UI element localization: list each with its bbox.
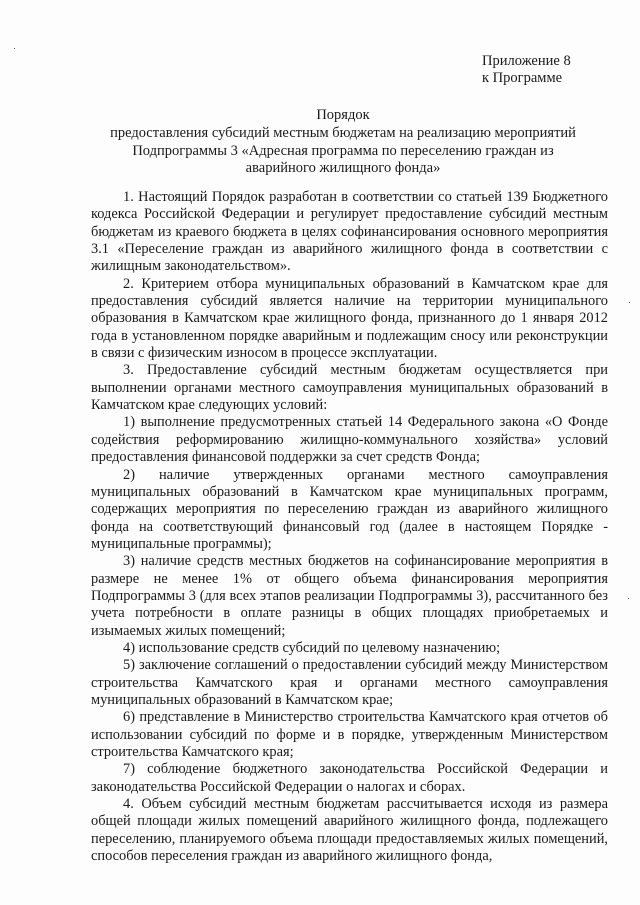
condition-5: 5) заключение соглашений о предоставлении субсидий между Министерством строительства Камчатского края и органами местного самоуправления муниципальных образований в Камчатском крае; [91, 657, 608, 708]
appendix-note [482, 53, 571, 87]
scan-speck [629, 302, 630, 303]
paragraph-3: 3. Предоставление субсидий местным бюджетам осуществляется при выполнении органами местного самоуправления муниципальных образований в Камчатском крае следующих условий: [91, 362, 608, 414]
appendix-line-1: Приложение 8 [482, 53, 571, 69]
condition-4: 4) использование средств субсидий по целевому назначению; [123, 639, 501, 656]
condition-1: 1) выполнение предусмотренных статьей 14 Федерального закона «О Фонде содействия реформированию жилищно-коммунального хозяйства» условий предоставления финансовой поддержки за счет средств Фонда; [91, 414, 608, 466]
paragraph-2: 2. Критерием отбора муниципальных образований в Камчатском крае для предоставления субсидий является наличие на территории муниципального образования в Камчатском крае жилищного фонда, признанного до 1 января 2012 года в установленном порядке аварийным и подлежащим сносу или реконструкции в связи с физическим износом в процессе эксплуатации. [91, 275, 608, 362]
document-subtitle: предоставления субсидий местным бюджетам на реализацию мероприятий Подпрограммы 3 «Адресная программа по переселению граждан из аварийного жилищного фонда» [110, 125, 576, 176]
condition-3: 3) наличие средств местных бюджетов на софинансирование мероприятия в размере не менее 1% от общего объема финансирования мероприятия Подпрограммы 3 (для всех этапов реализации Подпрограммы 3), рассчитанного без учета потребности в оплате разницы в общих площадях приобретаемых и изымаемых жилых помещений; [91, 553, 608, 639]
scan-speck [14, 48, 15, 49]
condition-7: 7) соблюдение бюджетного законодательства Российской Федерации и законодательства Российской Федерации о налогах и сборах. [91, 761, 608, 795]
document-body [91, 189, 608, 865]
scan-speck [628, 598, 629, 599]
document-title: Порядок [316, 107, 370, 123]
appendix-line-2: к Программе [482, 70, 563, 86]
condition-2: 2) наличие утвержденных органами местного самоуправления муниципальных образований в Камчатском крае муниципальных программ, содержащих мероприятия по переселению граждан из аварийного жилищного фонда на соответствующий финансовый год (далее в настоящем Порядке - муниципальные программы); [91, 466, 608, 552]
paragraph-1: 1. Настоящий Порядок разработан в соответствии со статьей 139 Бюджетного кодекса Российской Федерации и регулирует предоставление субсидий местным бюджетам из краевого бюджета в целях софинансирования основного мероприятия 3.1 «Переселение граждан из аварийного жилищного фонда в соответствии с жилищным законодательством». [91, 189, 608, 275]
paragraph-4: 4. Объем субсидий местным бюджетам рассчитывается исходя из размера общей площади жилых помещений аварийного жилищного фонда, подлежащего переселению, планируемого объема площади предоставляемых жилых помещений, способов переселения граждан из аварийного жилищного фонда, [91, 796, 608, 865]
document-heading [98, 107, 588, 177]
condition-6: 6) представление в Министерство строительства Камчатского края отчетов об использовании субсидий по форме и в порядке, утвержденным Министерством строительства Камчатского края; [91, 709, 608, 760]
